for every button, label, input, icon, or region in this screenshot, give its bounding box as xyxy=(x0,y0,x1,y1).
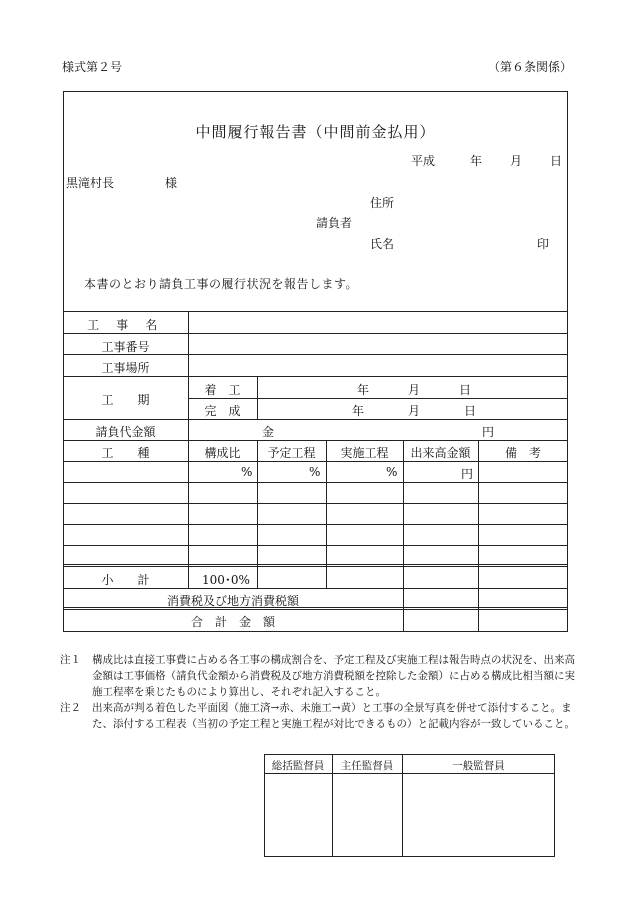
date-month: 月 xyxy=(510,154,523,168)
start-label: 着 工 xyxy=(204,383,241,397)
unit-amount: 円 xyxy=(461,467,474,481)
page-title: 中間履行報告書（中間前金払用） xyxy=(195,123,436,141)
seal-mark: 印 xyxy=(537,237,550,251)
report-statement: 本書のとおり請負工事の履行状況を報告します。 xyxy=(84,277,359,291)
col-remarks: 備 考 xyxy=(504,446,541,460)
start-day: 日 xyxy=(459,383,472,397)
note-1 xyxy=(60,652,580,700)
col-work-type: 工 種 xyxy=(101,446,150,460)
work-number-label: 工事番号 xyxy=(101,340,150,354)
date-era: 平成 xyxy=(411,154,436,168)
unit-planned: % xyxy=(309,465,321,479)
note-2 xyxy=(60,700,580,732)
general-supervisor-label: 総括監督員 xyxy=(271,760,325,772)
complete-month: 月 xyxy=(408,404,421,418)
ordinary-supervisor-label: 一般監督員 xyxy=(452,760,505,772)
work-location-label: 工事場所 xyxy=(101,361,150,375)
unit-ratio: % xyxy=(241,465,253,479)
article-reference: （第６条関係） xyxy=(488,60,573,74)
note-2-label: 注２ xyxy=(60,702,81,714)
address-label: 住所 xyxy=(370,196,395,210)
form-number: 様式第２号 xyxy=(62,60,123,74)
col-amount: 出来高金額 xyxy=(410,446,471,460)
date-year: 年 xyxy=(470,154,483,168)
unit-actual: % xyxy=(386,465,398,479)
contract-amount-label: 請負代金額 xyxy=(95,425,156,439)
subtotal-ratio: 100･0% xyxy=(202,573,250,587)
tax-label: 消費税及び地方消費税額 xyxy=(166,594,299,608)
start-year: 年 xyxy=(357,383,370,397)
contract-yen: 円 xyxy=(482,425,495,439)
addressee-name: 黒滝村長 xyxy=(66,176,115,190)
note-1-text: 構成比は直接工事費に占める各工事の構成割合を、予定工程及び実施工程は報告時点の状況を、出来高金額は工事価格（請負代金額から消費税及び地方消費税額を控除した金額）に占める構成比相当額に実施工程率を乗じたものにより算出し、それぞれ記入すること。 xyxy=(92,654,575,698)
contractor-label: 請負者 xyxy=(316,216,353,230)
complete-label: 完 成 xyxy=(204,404,241,418)
name-label: 氏名 xyxy=(370,237,395,251)
col-ratio: 構成比 xyxy=(204,446,241,460)
note-1-label: 注１ xyxy=(60,654,81,666)
work-name-label: 工 事 名 xyxy=(87,318,164,332)
period-label: 工 期 xyxy=(101,393,150,407)
subtotal-label: 小 計 xyxy=(101,573,150,587)
col-planned: 予定工程 xyxy=(267,446,316,460)
complete-day: 日 xyxy=(464,404,477,418)
note-2-text: 出来高が判る着色した平面図（施工済→赤、未施工→黄）と工事の全景写真を併せて添付すること。また、添付する工程表（当初の予定工程と実施工程が対比できるもの）と記載内容が一致していること。 xyxy=(92,702,575,730)
start-month: 月 xyxy=(408,383,421,397)
complete-year: 年 xyxy=(352,404,365,418)
date-day: 日 xyxy=(550,154,563,168)
col-actual: 実施工程 xyxy=(340,446,389,460)
contract-kin: 金 xyxy=(262,425,275,439)
total-label: 合 計 金 額 xyxy=(190,615,275,629)
chief-supervisor-label: 主任監督員 xyxy=(340,760,394,772)
addressee-honorific: 様 xyxy=(165,176,178,190)
notes xyxy=(60,652,580,732)
